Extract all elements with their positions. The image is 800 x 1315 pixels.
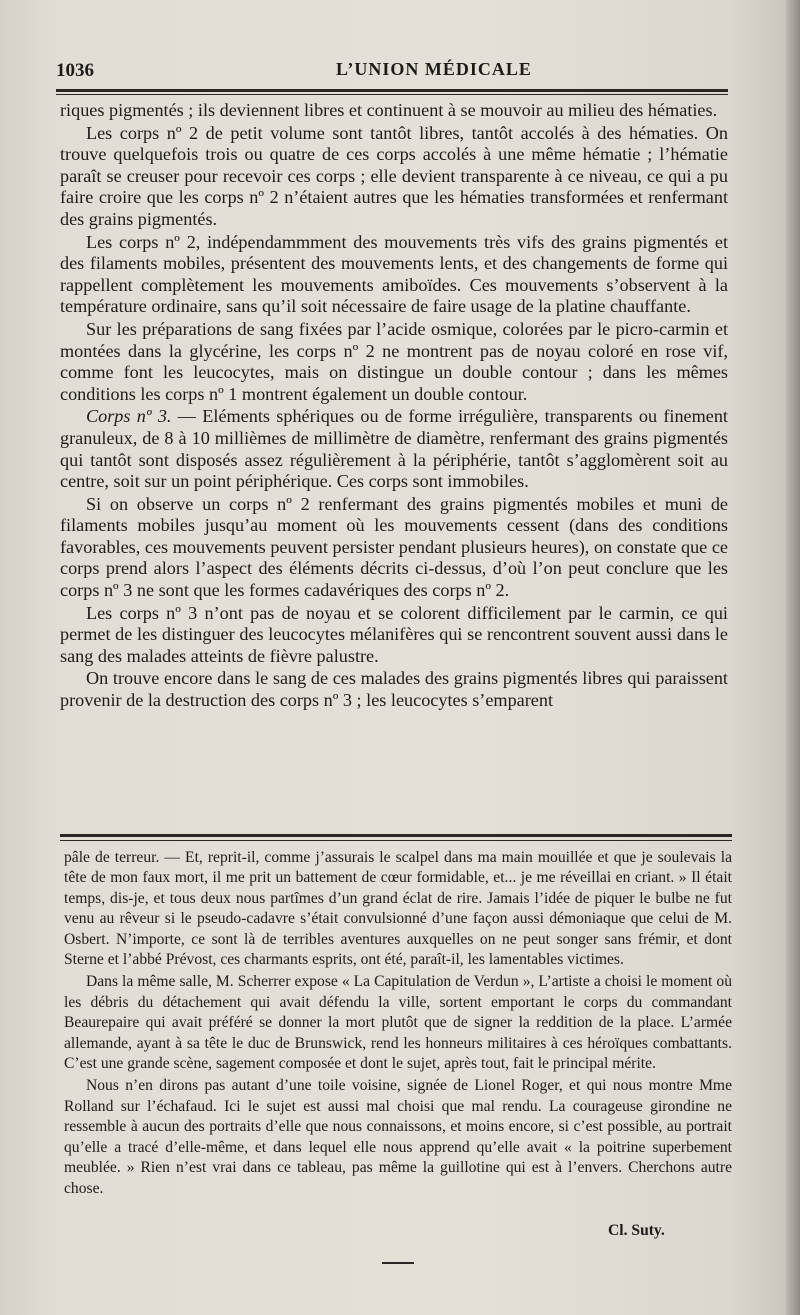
- corps-3-heading: Corps nº 3.: [86, 406, 172, 427]
- running-title: L’UNION MÉDICALE: [336, 59, 532, 79]
- page-header: [56, 56, 728, 86]
- feuilleton-text: [64, 848, 732, 1201]
- note-paragraph: Nous n’en dirons pas autant d’une toile voisine, signée de Lionel Roger, et qui nous montre Mme Rolland sur l’échafaud. Ici le sujet est aussi mal choisi que mal rendu. La courageuse girondine ne ressemble à aucun des portraits d’elle que nous connaissons, et moins encore, si c’est possible, au portrait qu’elle a tracé d’elle-même, et dans lequel elle nous apprend qu’elle avait « la poitrine superbement meublée. » Rien n’est vrai dans ce tableau, pas même la guillotine qui est à l’envers. Cherchons autre chose.: [64, 1077, 732, 1197]
- paragraph: Les corps nº 3 n’ont pas de noyau et se colorent difficilement par le carmin, ce qui permet de les distinguer des leucocytes mélanifères qui se rencontrent souvent aussi dans le sang des malades atteints de fièvre palustre.: [60, 602, 728, 666]
- page-edge-shadow: [786, 0, 800, 1315]
- paragraph: Les corps nº 2 de petit volume sont tantôt libres, tantôt accolés à des hématies. On trouve quelquefois trois ou quatre de ces corps accolés à une même hématie ; l’hématie paraît se creuser pour recevoir ces corps ; elle devient transparente à ce niveau, ce qui a pu faire croire que les corps nº 2 n’étaient autres que les hématies transformées et renfermant des grains pigmentés.: [60, 122, 728, 229]
- paragraph: riques pigmentés ; ils deviennent libres et continuent à se mouvoir au milieu des hématies.: [60, 100, 718, 120]
- paragraph-text: — Eléments sphériques ou de forme irrégulière, transparents ou finement granuleux, de 8 à 10 millièmes de millimètre de diamètre, renfermant des grains pigmentés qui tantôt sont disposés assez régulièrement à la périphérie, tantôt s’agglomèrent soit au centre, soit sur un point périphérique. Ces corps sont immobiles.: [60, 406, 728, 492]
- feuilleton-rule-thick: [60, 834, 732, 837]
- paragraph-corps-3: [60, 406, 728, 492]
- paragraph: Sur les préparations de sang fixées par l’acide osmique, colorées par le picro-carmin et montées dans la glycérine, les corps nº 2 ne montrent pas de noyau coloré en rose vif, comme font les leucocytes, mais on distingue un double contour ; dans les mêmes conditions les corps nº 1 montrent également un double contour.: [60, 318, 728, 404]
- paragraph: Les corps nº 2, indépendammment des mouvements très vifs des grains pigmentés et des filaments mobiles, présentent des mouvements lents, et des changements de forme qui rappellent complètement les mouvements amiboïdes. Ces mouvements s’observent à la température ordinaire, sans qu’il soit nécessaire de faire usage de la platine chauffante.: [60, 231, 728, 317]
- paragraph: On trouve encore dans le sang de ces malades des grains pigmentés libres qui paraissent provenir de la destruction des corps nº 3 ; les leucocytes s’emparent: [60, 668, 728, 711]
- feuilleton-rule-thin: [60, 840, 732, 841]
- note-paragraph: Dans la même salle, M. Scherrer expose « La Capitulation de Verdun », L’artiste a choisi le moment où les débris du détachement qui avait défendu la ville, sortent emportant le corps du commandant Beaurepaire qui avait préféré se donner la mort plutôt que de signer la reddition de la place. L’armée allemande, ayant à sa tête le duc de Brunswick, rend les honneurs militaires à ces héroïques combattants. C’est une grande scène, sagement composée et dont le sujet, après tout, fait le principal mérite.: [64, 973, 732, 1073]
- paragraph: Si on observe un corps nº 2 renfermant des grains pigmentés mobiles et muni de filaments mobiles jusqu’au moment où les mouvements cessent (dans des conditions favorables, ces mouvements peuvent persister pendant plusieurs heures), on constate que ce corps prend alors l’aspect des éléments décrits ci-dessus, d’où l’on peut conclure que les corps nº 3 ne sont que les formes cadavériques des corps nº 2.: [60, 493, 728, 601]
- main-text: [60, 100, 728, 712]
- header-rule-thick: [56, 89, 728, 92]
- page-number: 1036: [56, 60, 94, 81]
- author-signature: Cl. Suty.: [608, 1222, 665, 1239]
- header-rule-thin: [56, 94, 728, 95]
- note-paragraph: pâle de terreur. — Et, reprit-il, comme j’assurais le scalpel dans ma main mouillée et que je soulevais la tête de mon faux mort, il me prit un battement de cœur formidable, et... je me réveillai en criant. » Il était temps, dis-je, et tous deux nous partîmes d’un grand éclat de rire. Jamais l’idée de piquer le bulbe ne fut venu au rêveur si le pseudo-cadavre s’était convulsionné d’une façon aussi démoniaque que celui de M. Osbert. N’importe, ce sont là de terribles aventures auxquelles on ne peut songer sans frémir, et dont Sterne et l’abbé Prévost, ces charmants esprits, ont été, paraît-il, les lamentables victimes.: [64, 849, 732, 969]
- bottom-rule: [382, 1262, 414, 1264]
